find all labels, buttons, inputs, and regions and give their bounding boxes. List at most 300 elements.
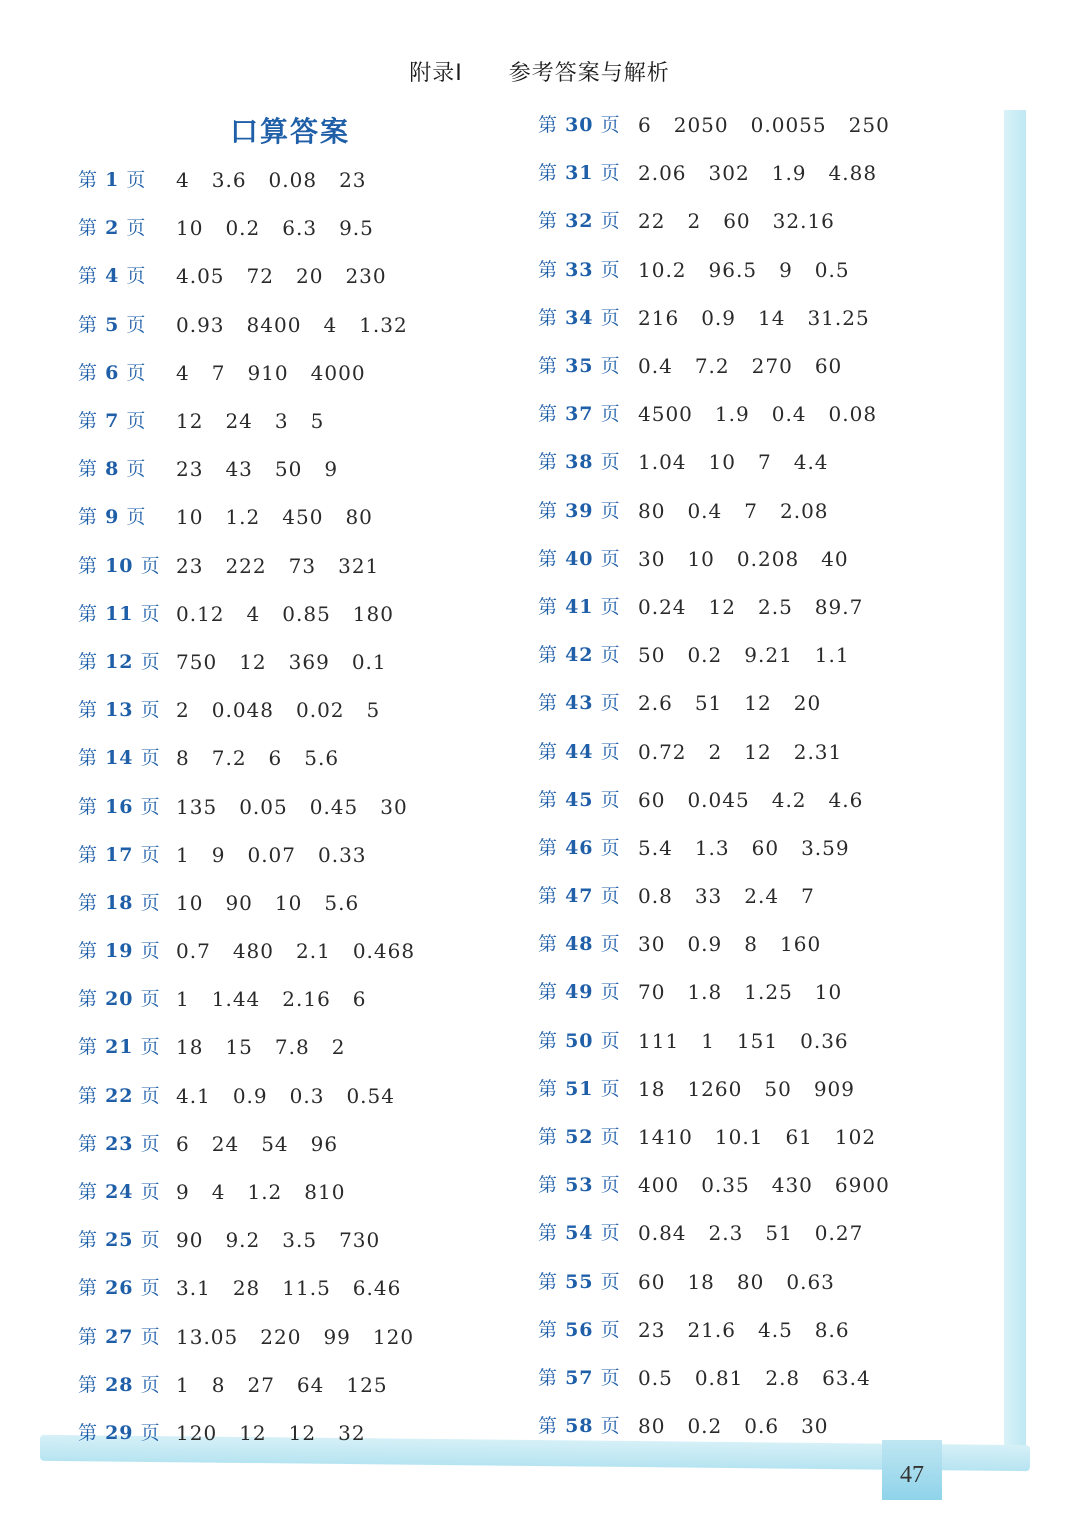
answer-values: [176, 927, 437, 975]
page-label-prefix: 第: [538, 933, 559, 956]
answer-value: 270: [751, 354, 793, 379]
answer-value: 6900: [834, 1173, 890, 1198]
page-label: [78, 1216, 176, 1264]
page-label: [78, 252, 176, 300]
answer-value: 24: [211, 1131, 240, 1156]
page-label: [538, 246, 638, 294]
page-label-prefix: 第: [78, 410, 99, 433]
page-label-number: 10: [105, 554, 134, 577]
answer-value: 10: [814, 980, 843, 1005]
answer-value: 4.05: [176, 264, 225, 289]
page-label-prefix: 第: [538, 306, 559, 329]
page-label-number: 40: [565, 547, 594, 570]
answer-value: 23: [176, 553, 204, 578]
page-label: [78, 204, 176, 252]
header-title: 参考答案与解析: [508, 61, 670, 86]
answer-value: 0.02: [296, 698, 345, 723]
page-label-prefix: 第: [78, 1325, 99, 1348]
page-label-number: 55: [565, 1270, 594, 1293]
answer-value: 12: [744, 691, 772, 716]
answer-value: 0.33: [318, 842, 367, 867]
answer-value: 30: [380, 794, 408, 819]
page-label: [538, 583, 638, 631]
page-label-prefix: 第: [538, 1077, 559, 1100]
page-label-suffix: 页: [140, 891, 161, 914]
answer-value: 20: [793, 691, 822, 716]
page-label-prefix: 第: [78, 1132, 99, 1155]
page-label: [78, 493, 176, 541]
page-label: [78, 1023, 176, 1071]
answer-row: [538, 631, 912, 679]
answer-values: [176, 1361, 410, 1409]
answer-value: 2.6: [638, 691, 673, 716]
answer-value: 51: [694, 691, 723, 716]
page-label: [78, 686, 176, 734]
page-label-number: 22: [105, 1084, 134, 1107]
page-label-number: 11: [105, 602, 134, 625]
page-label-suffix: 页: [140, 602, 161, 625]
page-label: [78, 1361, 176, 1409]
page-label: [78, 831, 176, 879]
answer-value: 51: [765, 1221, 793, 1246]
page-label-suffix: 页: [140, 795, 161, 818]
page-label-number: 42: [565, 644, 594, 667]
page-label-number: 54: [565, 1222, 594, 1245]
answer-row: [538, 438, 912, 486]
page-label-suffix: 页: [600, 499, 621, 522]
answer-row: [78, 1216, 437, 1264]
answer-values: [638, 1402, 851, 1450]
answer-row: [538, 679, 912, 727]
answer-value: 0.05: [239, 794, 288, 819]
answer-value: 73: [288, 553, 317, 578]
page-label: [538, 487, 638, 535]
answer-row: [78, 493, 437, 541]
answer-value: 909: [813, 1076, 855, 1101]
answer-value: 0.36: [800, 1028, 849, 1053]
answer-value: 80: [345, 505, 373, 530]
answer-value: 8400: [246, 312, 302, 337]
answer-value: 9: [324, 457, 339, 482]
page-label: [538, 631, 638, 679]
answer-row: [538, 872, 912, 920]
answer-value: 9.21: [744, 643, 793, 668]
page-label-prefix: 第: [538, 1174, 559, 1197]
answer-value: 7.2: [694, 354, 730, 379]
answer-row: [538, 1065, 912, 1113]
answer-value: 8: [176, 746, 190, 771]
answer-values: [638, 197, 857, 245]
answer-row: [538, 920, 912, 968]
answer-value: 30: [638, 546, 666, 571]
answer-value: 910: [247, 360, 289, 385]
answer-value: 321: [338, 553, 380, 578]
answer-value: 32.16: [772, 209, 835, 234]
page-label-prefix: 第: [538, 162, 559, 185]
page-label-suffix: 页: [600, 114, 621, 137]
answer-values: [176, 975, 389, 1023]
answer-value: 22: [638, 209, 666, 234]
answer-values: [176, 831, 389, 879]
answer-value: 2.3: [708, 1221, 744, 1246]
page-label-suffix: 页: [600, 355, 621, 378]
answer-value: 0.08: [828, 402, 878, 427]
answer-value: 0.4: [687, 498, 723, 523]
page-label-number: 37: [565, 403, 594, 426]
answer-value: 12: [744, 739, 772, 764]
answer-value: 60: [751, 835, 780, 860]
answer-values: [176, 1168, 367, 1216]
answer-row: [78, 1361, 437, 1409]
answer-value: 125: [346, 1372, 388, 1397]
answer-value: 64: [296, 1372, 325, 1397]
answer-row: [538, 1113, 912, 1161]
page-label: [78, 156, 176, 204]
page-label: [78, 1409, 176, 1457]
page-label: [538, 920, 638, 968]
answer-row: [78, 156, 437, 204]
page-label-prefix: 第: [538, 451, 559, 474]
answer-values: [176, 1313, 436, 1361]
answer-value: 10: [708, 450, 736, 475]
answer-value: 216: [638, 305, 680, 330]
page-label-suffix: 页: [140, 1229, 161, 1252]
page-label-prefix: 第: [538, 1366, 559, 1389]
answer-value: 1.8: [687, 980, 723, 1005]
answer-value: 1260: [687, 1076, 743, 1101]
answer-values: [638, 438, 851, 486]
page-label-number: 56: [565, 1318, 594, 1341]
page-label-prefix: 第: [538, 836, 559, 859]
answer-row: [538, 149, 912, 197]
answer-value: 6.46: [352, 1276, 402, 1301]
answer-value: 60: [638, 787, 666, 812]
answer-values: [176, 590, 416, 638]
answer-value: 1410: [638, 1125, 693, 1150]
page-label-number: 46: [565, 836, 594, 859]
answer-value: 18: [638, 1076, 666, 1101]
page-label: [538, 872, 638, 920]
page-label: [538, 679, 638, 727]
page-label-number: 49: [565, 981, 594, 1004]
page-label-prefix: 第: [78, 1421, 99, 1444]
page-label: [78, 783, 176, 831]
answer-values: [176, 1216, 402, 1264]
answer-row: [538, 1354, 912, 1402]
answer-row: [78, 1313, 437, 1361]
answer-value: 0.4: [638, 354, 673, 379]
page-label: [78, 927, 176, 975]
page-label: [538, 294, 638, 342]
page-label-suffix: 页: [600, 1077, 621, 1100]
answer-value: 21.6: [687, 1317, 736, 1342]
answer-value: 2: [708, 739, 723, 764]
answer-value: 9: [176, 1180, 190, 1205]
answer-values: [638, 776, 885, 824]
page-label: [538, 438, 638, 486]
page-label-suffix: 页: [140, 1325, 161, 1348]
page-label-number: 2: [105, 217, 120, 240]
answer-row: [78, 927, 437, 975]
page-label-number: 24: [105, 1181, 134, 1204]
page-label-number: 12: [105, 650, 134, 673]
answer-value: 4.5: [757, 1317, 793, 1342]
answer-value: 20: [295, 264, 324, 289]
answer-value: 10.1: [714, 1125, 764, 1150]
page-label-prefix: 第: [78, 940, 99, 963]
answer-values: [638, 1209, 885, 1257]
answer-value: 60: [814, 354, 843, 379]
page-label-suffix: 页: [600, 1318, 621, 1341]
answer-value: 7: [211, 360, 226, 385]
answer-row: [78, 1264, 437, 1312]
page-label-suffix: 页: [140, 988, 161, 1011]
page-label: [538, 824, 638, 872]
answer-value: 0.12: [176, 601, 225, 626]
answer-value: 2: [176, 698, 190, 723]
answer-value: 1.9: [714, 402, 750, 427]
page-label-suffix: 页: [140, 1277, 161, 1300]
page-label-number: 28: [105, 1373, 134, 1396]
page-label-suffix: 页: [600, 1126, 621, 1149]
page-label-prefix: 第: [78, 313, 99, 336]
page-label-prefix: 第: [78, 843, 99, 866]
answer-value: 4: [323, 312, 338, 337]
answer-value: 1: [176, 1372, 190, 1397]
answer-row: [538, 824, 912, 872]
answer-row: [78, 252, 437, 300]
answer-values: [176, 686, 402, 734]
answer-value: 2.5: [757, 594, 793, 619]
answer-value: 750: [176, 649, 218, 674]
answer-values: [176, 349, 388, 397]
answer-value: 3.6: [211, 168, 247, 193]
answer-value: 0.9: [232, 1083, 268, 1108]
page-label-prefix: 第: [78, 1181, 99, 1204]
answer-value: 50: [638, 643, 666, 668]
answer-value: 9.2: [225, 1228, 261, 1253]
answer-value: 0.045: [687, 787, 750, 812]
answer-value: 4: [211, 1180, 226, 1205]
page-label-number: 48: [565, 933, 594, 956]
page-label-number: 33: [565, 258, 594, 281]
page-label-prefix: 第: [538, 644, 559, 667]
answer-value: 33: [694, 884, 723, 909]
answer-value: 250: [848, 113, 890, 138]
page-label-number: 43: [565, 692, 594, 715]
page-label-number: 57: [565, 1366, 594, 1389]
page-label-number: 14: [105, 747, 134, 770]
answer-row: [538, 487, 912, 535]
answer-value: 0.048: [211, 698, 274, 723]
answer-value: 0.7: [176, 939, 211, 964]
answer-value: 96: [310, 1131, 339, 1156]
answer-value: 54: [261, 1131, 289, 1156]
answer-value: 31.25: [807, 305, 870, 330]
page-label-number: 25: [105, 1229, 134, 1252]
page-label-suffix: 页: [600, 162, 621, 185]
answer-value: 120: [372, 1324, 415, 1349]
page-label-suffix: 页: [140, 650, 161, 673]
answer-value: 90: [225, 890, 253, 915]
page-label-prefix: 第: [538, 210, 559, 233]
answer-values: [176, 204, 396, 252]
answer-value: 0.9: [687, 932, 723, 957]
page-label-prefix: 第: [78, 650, 99, 673]
page-label-number: 9: [105, 506, 120, 529]
page-label: [78, 1072, 176, 1120]
page-label-prefix: 第: [538, 1222, 559, 1245]
answer-values: [176, 493, 395, 541]
page-label-suffix: 页: [140, 940, 161, 963]
answer-row: [78, 879, 437, 927]
page-label: [538, 968, 638, 1016]
answer-value: 2.06: [638, 161, 687, 186]
answer-row: [78, 1072, 437, 1120]
page-label-suffix: 页: [600, 644, 621, 667]
answer-value: 23: [176, 457, 204, 482]
answer-value: 0.468: [352, 939, 416, 964]
answer-value: 0.2: [225, 216, 261, 241]
page-label-suffix: 页: [600, 595, 621, 618]
answer-value: 61: [785, 1125, 813, 1150]
page-label-number: 39: [565, 499, 594, 522]
answer-value: 7: [757, 450, 772, 475]
answer-row: [78, 204, 437, 252]
answer-value: 24: [225, 409, 253, 434]
page-label-number: 4: [105, 265, 120, 288]
answer-value: 111: [638, 1028, 680, 1053]
answer-value: 6: [268, 746, 283, 771]
answer-value: 50: [274, 457, 303, 482]
answer-row: [538, 535, 912, 583]
page-label-suffix: 页: [140, 1373, 161, 1396]
answer-value: 3.5: [282, 1228, 318, 1253]
answer-value: 6: [352, 987, 367, 1012]
page-header: [0, 56, 1079, 87]
answer-value: 9: [779, 257, 793, 282]
answer-values: [638, 487, 851, 535]
answer-value: 23: [339, 168, 367, 193]
page-label-number: 5: [105, 313, 120, 336]
answer-row: [538, 294, 912, 342]
page-label-suffix: 页: [126, 313, 147, 336]
answer-row: [78, 1409, 437, 1457]
page-label-prefix: 第: [538, 1029, 559, 1052]
page-label: [538, 535, 638, 583]
answer-values: [638, 679, 843, 727]
answer-value: 302: [708, 161, 750, 186]
page-label-prefix: 第: [538, 740, 559, 763]
answer-value: 102: [834, 1125, 877, 1150]
answer-row: [78, 1120, 437, 1168]
page-label-prefix: 第: [538, 595, 559, 618]
answer-values: [638, 1354, 893, 1402]
answer-value: 0.63: [786, 1269, 835, 1294]
answer-row: [538, 1209, 912, 1257]
page-label-number: 16: [105, 795, 134, 818]
page-label: [78, 1120, 176, 1168]
answer-value: 12: [176, 409, 204, 434]
answer-values: [176, 542, 401, 590]
answer-values: [638, 631, 872, 679]
answer-value: 4.2: [771, 787, 807, 812]
answer-values: [176, 638, 409, 686]
page-label-suffix: 页: [600, 740, 621, 763]
answer-value: 80: [638, 1414, 666, 1439]
page-label-suffix: 页: [600, 403, 621, 426]
answer-values: [176, 156, 389, 204]
page-label-number: 52: [565, 1126, 594, 1149]
page-label-number: 26: [105, 1277, 134, 1300]
answer-value: 3.1: [176, 1276, 211, 1301]
answer-values: [638, 968, 864, 1016]
answer-value: 8: [211, 1372, 226, 1397]
answer-value: 0.5: [638, 1365, 673, 1390]
page-label: [78, 349, 176, 397]
answer-value: 1: [701, 1028, 715, 1053]
page-label-suffix: 页: [600, 1415, 621, 1438]
page-label-prefix: 第: [538, 499, 559, 522]
page-label-number: 31: [565, 162, 594, 185]
answer-value: 230: [345, 264, 387, 289]
page-label-prefix: 第: [538, 1415, 559, 1438]
answer-value: 4500: [638, 402, 693, 427]
answer-value: 99: [323, 1324, 351, 1349]
answer-values: [638, 728, 864, 776]
answer-value: 2.16: [282, 987, 331, 1012]
answer-values: [176, 1409, 388, 1457]
page-label-prefix: 第: [78, 795, 99, 818]
answer-row: [538, 727, 912, 775]
answer-value: 1.25: [744, 980, 793, 1005]
page-label-prefix: 第: [538, 355, 559, 378]
page-label: [78, 734, 176, 782]
answer-value: 0.07: [247, 842, 296, 867]
answer-row: [538, 1402, 912, 1450]
page-label: [538, 776, 638, 824]
answer-row: [538, 390, 912, 438]
answer-value: 96.5: [708, 257, 758, 282]
page-label-prefix: 第: [538, 114, 559, 137]
page-label-prefix: 第: [538, 1318, 559, 1341]
answer-value: 80: [736, 1269, 765, 1294]
answer-value: 1.1: [814, 643, 850, 668]
answer-values: [176, 445, 360, 493]
answer-values: [176, 879, 381, 927]
answer-value: 4000: [310, 360, 366, 385]
page-label: [538, 101, 638, 149]
answer-values: [638, 1258, 857, 1306]
page-label: [538, 1209, 638, 1257]
answer-row: [538, 1017, 912, 1065]
answer-value: 1.2: [225, 505, 261, 530]
answer-row: [78, 734, 437, 782]
answer-value: 90: [176, 1228, 204, 1253]
answer-value: 80: [638, 498, 666, 523]
answer-row: [78, 1023, 437, 1071]
answer-row: [538, 101, 912, 149]
page-label-prefix: 第: [538, 403, 559, 426]
page-label: [78, 638, 176, 686]
page-label-prefix: 第: [538, 1270, 559, 1293]
answer-value: 0.5: [814, 257, 850, 282]
page-label-suffix: 页: [140, 843, 161, 866]
page-label-suffix: 页: [126, 265, 147, 288]
page-label-suffix: 页: [126, 217, 147, 240]
answer-value: 10: [687, 546, 715, 571]
page-label-prefix: 第: [78, 602, 99, 625]
